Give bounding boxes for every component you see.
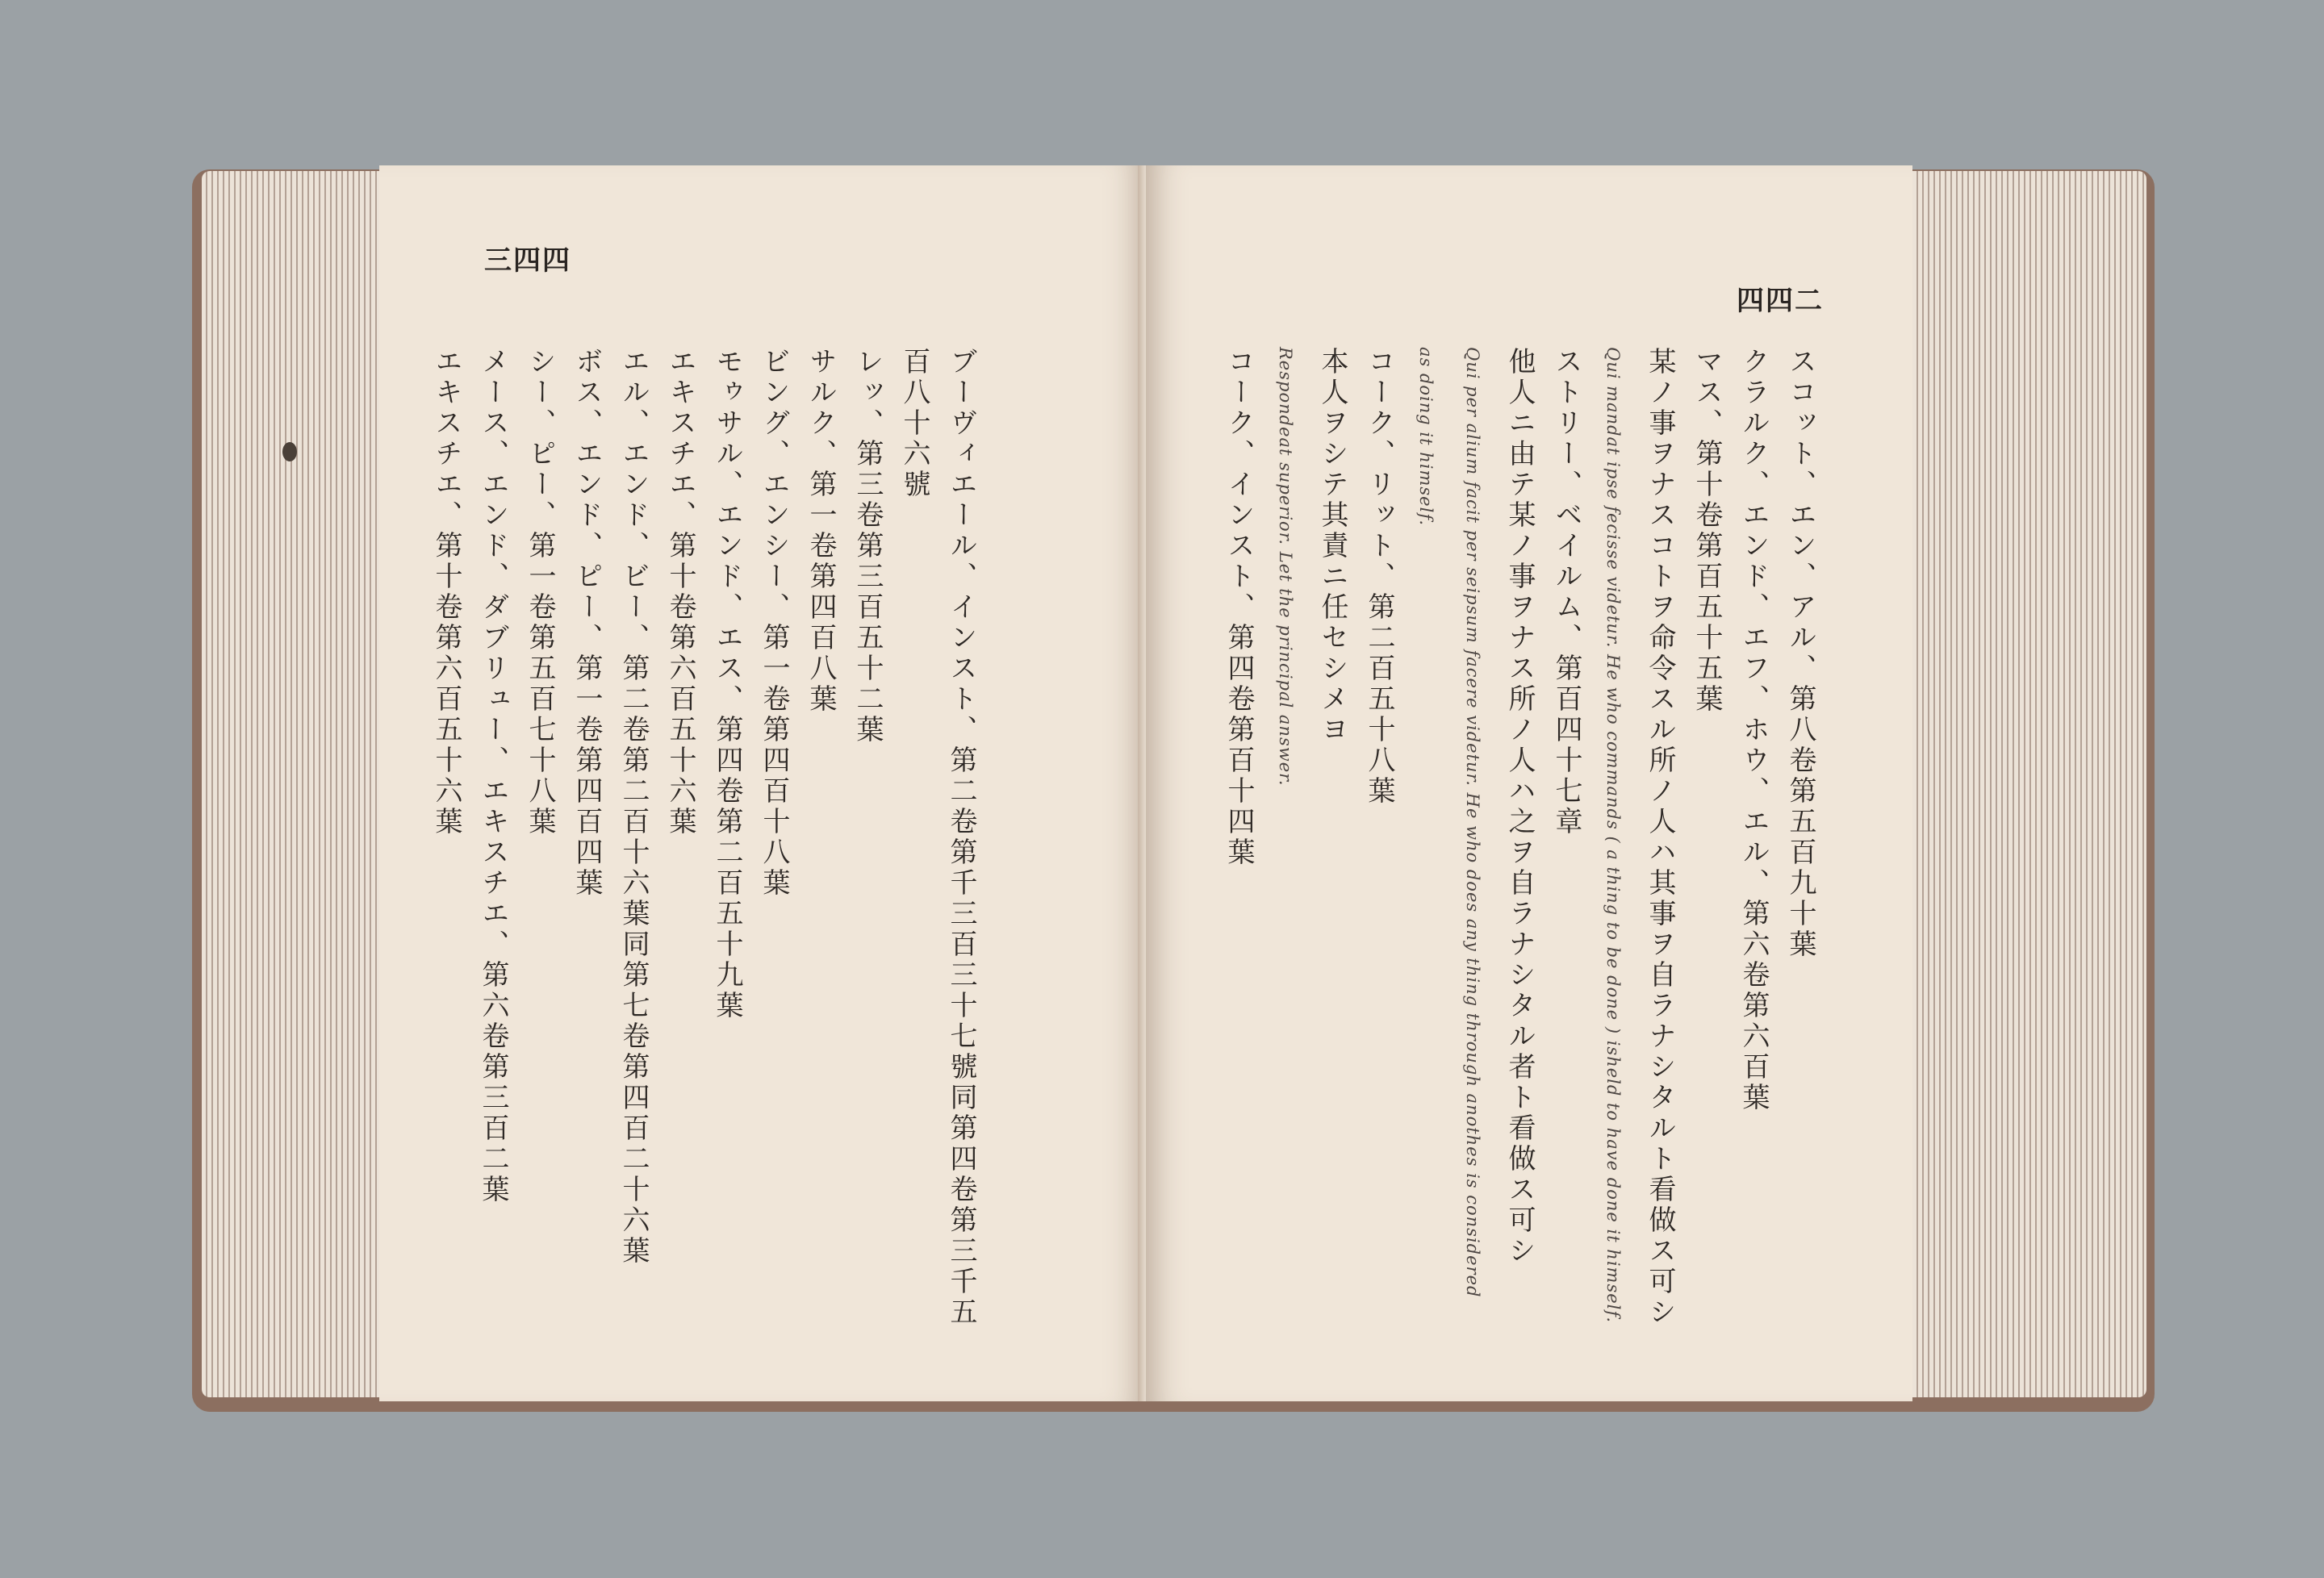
left-text-line: エル、エンド、ビー、第二卷第二百十六葉同第七卷第四百二十六葉 (617, 347, 650, 1267)
left-text-line: メース、エンド、ダブリュー、エキスチエ、第六卷第三百二葉 (477, 347, 509, 1205)
left-text-line: ビング、エンシー、第一卷第四百十八葉 (758, 347, 790, 899)
right-folio: 四四二 (1737, 285, 1824, 317)
left-text-line: モゥサル、エンド、エス、第四卷第二百五十九葉 (711, 347, 743, 1021)
right-page-edges (1912, 171, 2146, 1397)
right-page (1146, 165, 1912, 1401)
right-text-line: スコット、エン、アル、第八卷第五百九十葉 (1784, 347, 1816, 960)
right-latin-line: as doing it himself. (1416, 347, 1436, 527)
right-text-line: コーク、インスト、第四卷第百十四葉 (1223, 347, 1255, 868)
right-text-columns (1215, 347, 1824, 1388)
right-text-line: コーク、リット、第二百五十八葉 (1363, 347, 1395, 807)
left-folio: 三四四 (484, 244, 571, 277)
right-text-line: 某ノ事ヲナスコトヲ命令スル所ノ人ハ其事ヲ自ラナシタルト看做ス可シ (1644, 347, 1676, 1328)
left-text-line: 百八十六號 (898, 347, 930, 500)
left-text-line: ブーヴィエール、インスト、第二卷第千三百三十七號同第四卷第三千五 (945, 347, 977, 1328)
left-text-line: レッ、第三卷第三百五十二葉 (851, 347, 884, 745)
right-text-line: マス、第十卷第百五十五葉 (1691, 347, 1723, 715)
left-text-line: サルク、第一卷第四百八葉 (805, 347, 837, 715)
right-text-line: 本人ヲシテ其責ニ任セシメヨ (1316, 347, 1348, 745)
right-text-line: ストリー、ベイルム、第百四十七章 (1550, 347, 1582, 837)
left-text-line: ボス、エンド、ピー、第一卷第四百四葉 (571, 347, 603, 899)
right-latin-line: Qui mandat ipse fecisse videtur. He who commands ( a thing to be done ) isheld to have done it himself. (1603, 347, 1623, 1324)
left-text-line: エキスチエ、第十卷第六百五十六葉 (430, 347, 462, 837)
left-page-edges (202, 171, 379, 1397)
left-text-line: シー、ピー、第一卷第五百七十八葉 (524, 347, 556, 837)
right-text-line: クラルク、エンド、エフ、ホウ、エル、第六卷第六百葉 (1737, 347, 1770, 1113)
left-text-columns (423, 347, 984, 1388)
left-text-line: エキスチエ、第十卷第六百五十六葉 (664, 347, 696, 837)
right-latin-line: Qui per alium facit per seipsum facere videtur. He who does any thing through anothes is considered (1463, 347, 1482, 1298)
right-latin-line: Respondeat superior. Let the principal answer. (1276, 347, 1295, 787)
right-text-line: 他人ニ由テ某ノ事ヲナス所ノ人ハ之ヲ自ラナシタル者ト看做ス可シ (1503, 347, 1536, 1267)
binding-hole (282, 442, 297, 461)
left-page (379, 165, 1146, 1401)
